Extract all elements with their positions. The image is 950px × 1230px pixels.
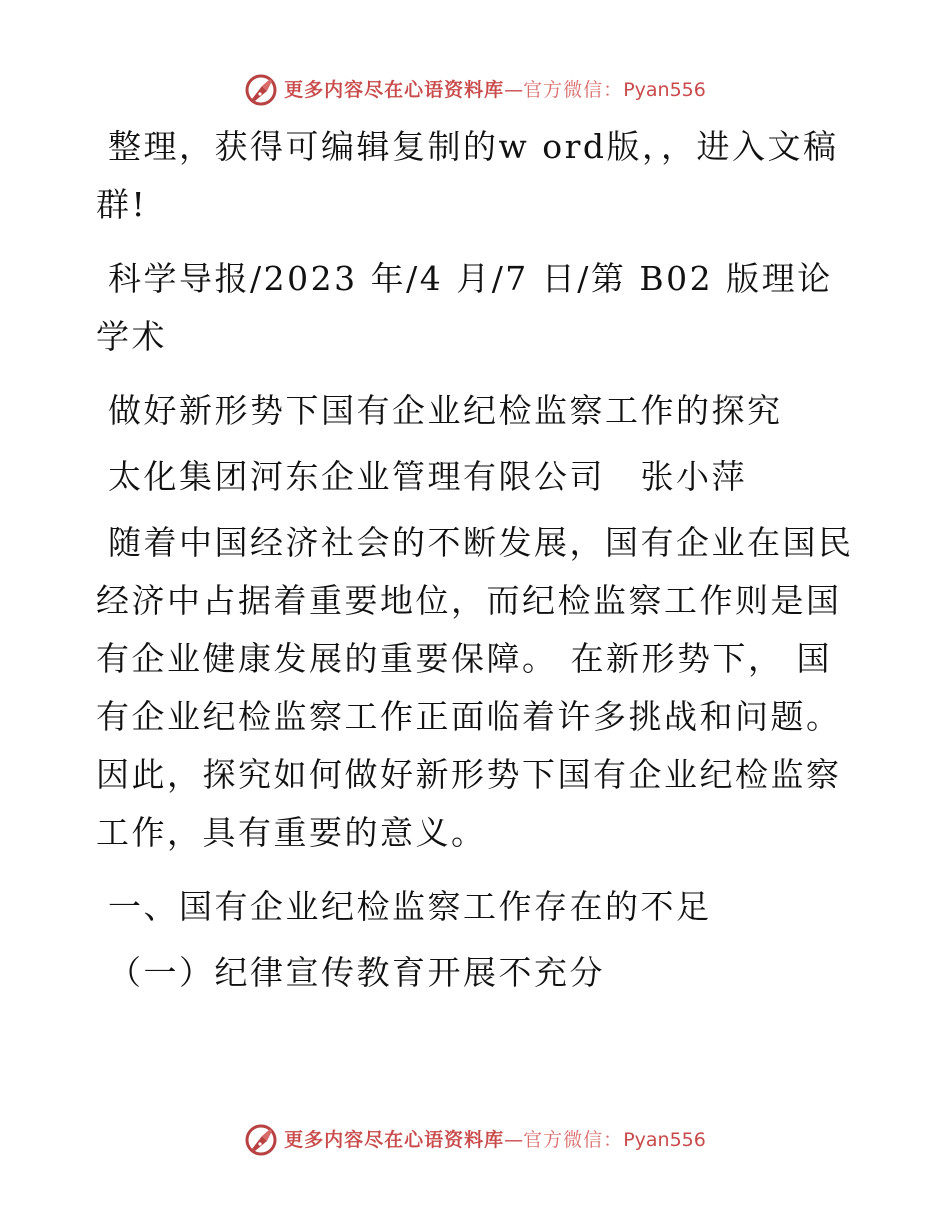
- banner-separator: —: [504, 79, 524, 101]
- intro-note: 整理，获得可编辑复制的w ord版，，进入文稿群!: [96, 127, 839, 224]
- source-line: 科学导报/2023 年/4 月/7 日/第 B02 版理论学术: [96, 259, 833, 356]
- banner-wechat-id: Pyan556: [623, 1129, 706, 1151]
- pen-nib-circle-icon: [244, 1123, 278, 1157]
- document-body: [96, 118, 856, 1002]
- body-paragraph: 随着中国经济社会的不断发展，国有企业在国民经济中占据着重要地位，而纪检监察工作则是国有企业健康发展的重要保障。 在新形势下， 国有企业纪检监察工作正面临着许多挑战和问题。因此，探究如何做好新形势下国有企业纪检监察工作，具有重要的意义。: [96, 523, 854, 852]
- subsection-heading: （一）纪律宣传教育开展不充分: [108, 953, 605, 992]
- author-line: 太化集团河东企业管理有限公司 张小萍: [108, 457, 747, 496]
- banner-wechat-id: Pyan556: [623, 79, 706, 101]
- article-title: 做好新形势下国有企业纪检监察工作的探究: [108, 391, 783, 430]
- banner-main-text: 更多内容尽在心语资料库: [284, 1129, 505, 1151]
- banner-wechat-label: 官方微信：: [523, 1129, 624, 1151]
- footer-watermark-banner: [0, 1120, 950, 1160]
- section-heading: 一、国有企业纪检监察工作存在的不足: [108, 887, 712, 926]
- banner-wechat-label: 官方微信：: [523, 79, 624, 101]
- banner-main-text: 更多内容尽在心语资料库: [284, 79, 505, 101]
- banner-separator: —: [504, 1129, 524, 1151]
- header-watermark-banner: [0, 70, 950, 110]
- pen-nib-circle-icon: [244, 73, 278, 107]
